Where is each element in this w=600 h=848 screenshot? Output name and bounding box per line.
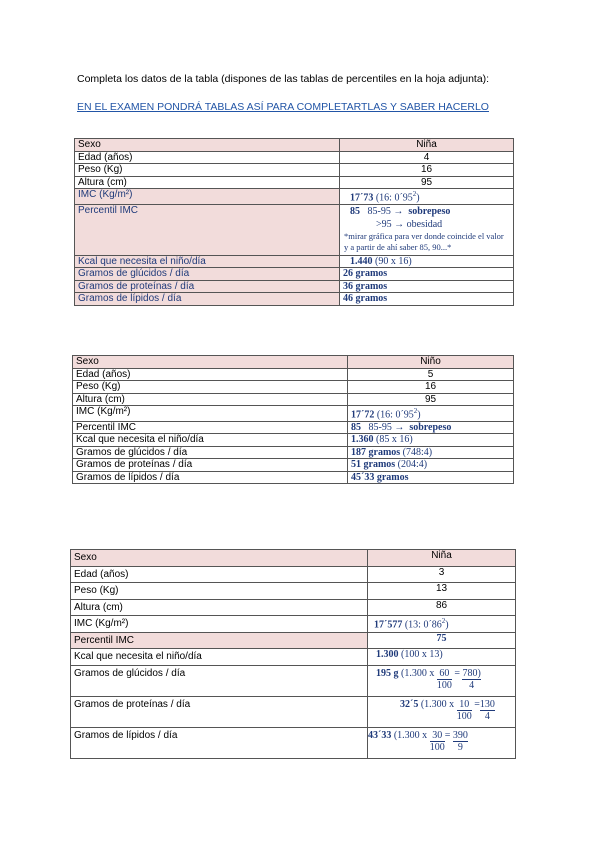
table-row (73, 393, 514, 406)
table-row (73, 381, 514, 394)
glucidos-label: Gramos de glúcidos / día (73, 446, 348, 459)
peso-value: 16 (340, 164, 514, 177)
proteinas-label: Gramos de proteínas / día (73, 459, 348, 472)
imc-rest: (16: 0´95 (373, 192, 413, 204)
proteinas-value: 36 gramos (340, 280, 514, 293)
glucidos-value: 187 gramos (748:4) (348, 446, 514, 459)
imc-sup: 2 (412, 190, 417, 198)
sexo-value: Niña (368, 550, 516, 567)
percentil-label: Percentil IMC (71, 632, 368, 649)
table-row (73, 446, 514, 459)
altura-value: 86 (368, 599, 516, 616)
lipidos-value: 43´33 (1.300 x $\frac{30}{100}$ = $\frac{390}{9}$ (368, 727, 516, 758)
table-row (73, 459, 514, 472)
table-row (71, 649, 516, 666)
kcal-label: Kcal que necesita el niño/día (73, 434, 348, 447)
perc-note: *mirar gráfica para ver donde coincide el valor y a partir de ahí saber 85, 90...* (344, 230, 504, 252)
table-row (73, 434, 514, 447)
sexo-label: Sexo (73, 356, 348, 369)
imc-value (340, 189, 514, 205)
edad-value: 4 (340, 151, 514, 164)
table-row (71, 632, 516, 649)
percentil-label: Percentil IMC (75, 204, 340, 255)
table-row (73, 471, 514, 484)
lipidos-label: Gramos de lípidos / día (75, 293, 340, 306)
edad-value: 5 (348, 368, 514, 381)
edad-label: Edad (años) (75, 151, 340, 164)
fraction: $\frac{130}{4}$ (479, 698, 495, 722)
table-row (71, 583, 516, 600)
table-3 (70, 549, 516, 759)
table-row (75, 293, 514, 306)
sexo-value: Niño (348, 356, 514, 369)
table-row (71, 550, 516, 567)
percentil-value: 75 (368, 632, 516, 649)
kcal-value: 1.360 (85 x 16) (348, 434, 514, 447)
percentil-value: 85 85-95 → sobrepeso (348, 421, 514, 434)
table-row (71, 616, 516, 633)
altura-label: Altura (cm) (75, 176, 340, 189)
imc-value: 17´577 (13: $0´86^2$) (368, 616, 516, 633)
proteinas-value: 32´5 (1.300 x $\frac{10}{100}$ = $\frac{130}{4}$ (368, 696, 516, 727)
perc-range: 85-95 → (367, 205, 404, 217)
table-row (75, 189, 514, 205)
kcal-rest: (90 x 16) (372, 255, 412, 267)
glucidos-value: 195 g (1.300 x $\frac{60}{100}$ = $\frac{780)}{4}$ (368, 665, 516, 696)
table-row (71, 696, 516, 727)
percentil-value (340, 204, 514, 255)
sexo-value: Niña (340, 139, 514, 152)
table-row (75, 255, 514, 268)
table-row (75, 139, 514, 152)
perc-word: sobrepeso (408, 205, 451, 217)
kcal-bold: 1.440 (350, 255, 373, 267)
fraction: $\frac{60}{100}$ (436, 667, 452, 691)
fraction: $\frac{10}{100}$ (456, 698, 472, 722)
imc-label: IMC (Kg/m²) (73, 406, 348, 422)
lipidos-value: 46 gramos (340, 293, 514, 306)
table-row (75, 268, 514, 281)
fraction: $\frac{30}{100}$ (429, 729, 445, 753)
kcal-value (340, 255, 514, 268)
table-row (73, 406, 514, 422)
fraction: $\frac{390}{9}$ (452, 729, 468, 753)
peso-label: Peso (Kg) (73, 381, 348, 394)
kcal-label: Kcal que necesita el niño/día (75, 255, 340, 268)
table-row (71, 727, 516, 758)
peso-value: 13 (368, 583, 516, 600)
proteinas-label: Gramos de proteínas / día (75, 280, 340, 293)
peso-label: Peso (Kg) (71, 583, 368, 600)
table-row (73, 368, 514, 381)
table-row (75, 176, 514, 189)
peso-label: Peso (Kg) (75, 164, 340, 177)
imc-bold: 17´73 (350, 192, 374, 204)
altura-label: Altura (cm) (71, 599, 368, 616)
altura-value: 95 (340, 176, 514, 189)
imc-label: IMC (Kg/m²) (75, 189, 340, 205)
altura-label: Altura (cm) (73, 393, 348, 406)
table-1 (74, 138, 514, 306)
imc-value: 17´72 (16: $0´95^2$) (348, 406, 514, 422)
exam-note-link[interactable]: EN EL EXAMEN PONDRÁ TABLAS ASÍ PARA COMPLETARTLAS Y SABER HACERLO (77, 101, 489, 113)
perc-obesidad: >95 → obesidad (376, 218, 443, 230)
table-row (75, 280, 514, 293)
proteinas-label: Gramos de proteínas / día (71, 696, 368, 727)
fraction: $\frac{780)}{4}$ (462, 667, 481, 691)
edad-value: 3 (368, 566, 516, 583)
table-2 (72, 355, 514, 484)
sexo-label: Sexo (75, 139, 340, 152)
table-row (73, 421, 514, 434)
table-row (71, 599, 516, 616)
table-row (75, 204, 514, 255)
instructions-text: Completa los datos de la tabla (dispones de las tablas de percentiles en la hoja adjunta): (77, 73, 490, 85)
glucidos-label: Gramos de glúcidos / día (71, 665, 368, 696)
table-row (71, 665, 516, 696)
kcal-label: Kcal que necesita el niño/día (71, 649, 368, 666)
table-row (75, 151, 514, 164)
peso-value: 16 (348, 381, 514, 394)
imc-close: ) (416, 192, 420, 204)
edad-label: Edad (años) (73, 368, 348, 381)
sexo-label: Sexo (71, 550, 368, 567)
glucidos-value: 26 gramos (340, 268, 514, 281)
imc-label: IMC (Kg/m²) (71, 616, 368, 633)
proteinas-value: 51 gramos (204:4) (348, 459, 514, 472)
lipidos-label: Gramos de lípidos / día (71, 727, 368, 758)
lipidos-value: 45´33 gramos (348, 471, 514, 484)
altura-value: 95 (348, 393, 514, 406)
kcal-value: 1.300 (100 x 13) (368, 649, 516, 666)
edad-label: Edad (años) (71, 566, 368, 583)
glucidos-label: Gramos de glúcidos / día (75, 268, 340, 281)
lipidos-label: Gramos de lípidos / día (73, 471, 348, 484)
percentil-label: Percentil IMC (73, 421, 348, 434)
table-row (75, 164, 514, 177)
table-row (71, 566, 516, 583)
perc-bold: 85 (350, 205, 360, 217)
table-row (73, 356, 514, 369)
